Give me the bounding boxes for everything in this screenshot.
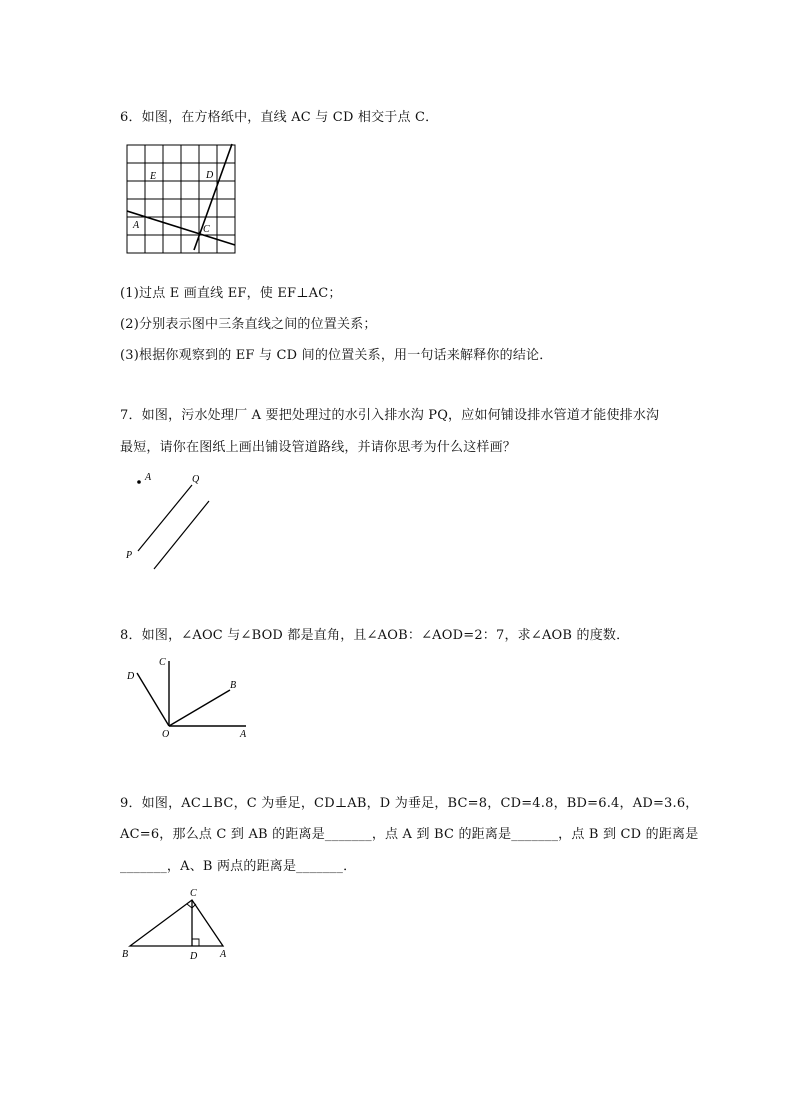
ray-ob	[169, 690, 230, 726]
label-c: C	[190, 888, 197, 899]
line-pq	[138, 485, 192, 551]
line-cd	[194, 144, 232, 250]
label-d: D	[127, 671, 135, 682]
label-e: E	[150, 171, 157, 182]
q6-grid	[127, 145, 235, 253]
label-b: B	[122, 949, 129, 960]
label-c: C	[159, 657, 166, 668]
label-a: A	[220, 949, 227, 960]
q6-stem: 6．如图，在方格纸中，直线 AC 与 CD 相交于点 C．	[120, 110, 439, 125]
q6-part-1: (1)过点 E 画直线 EF，使 EF⊥AC；	[120, 286, 342, 301]
label-a: A	[145, 472, 152, 483]
triangle-abc	[130, 900, 223, 946]
label-a: A	[133, 220, 140, 231]
label-q: Q	[192, 474, 200, 485]
q9-figure	[118, 886, 238, 962]
label-c: C	[203, 224, 210, 235]
parallel-line	[154, 501, 209, 569]
point-a	[137, 480, 141, 484]
q9-line1: 9．如图，AC⊥BC，C 为垂足，CD⊥AB，D 为垂足，BC=8，CD=4.8，BD=6.4，AD=3.6，	[120, 796, 699, 811]
ray-od	[137, 673, 169, 726]
q7-stem-line1: 7．如图，污水处理厂 A 要把处理过的水引入排水沟 PQ，应如何铺设排水管道才能使排水沟	[120, 408, 660, 423]
q9-line3: _______，A、B 两点的距离是_______．	[120, 859, 357, 874]
label-a: A	[240, 729, 247, 740]
right-angle-mark-d	[192, 939, 199, 946]
label-d: D	[206, 170, 214, 181]
q6-grid-figure	[124, 142, 240, 254]
q6-part-3: (3)根据你观察到的 EF 与 CD 间的位置关系，用一句话来解释你的结论．	[120, 348, 553, 363]
q8-stem: 8．如图，∠AOC 与∠BOD 都是直角，且∠AOB：∠AOD=2：7，求∠AOB 的度数．	[120, 628, 630, 643]
q8-figure	[124, 653, 254, 741]
q7-figure	[120, 468, 230, 578]
q6-part-2: (2)分别表示图中三条直线之间的位置关系；	[120, 317, 377, 332]
label-b: B	[230, 680, 237, 691]
q7-stem-line2: 最短，请你在图纸上画出铺设管道路线，并请你思考为什么这样画？	[120, 440, 517, 455]
q9-line2: AC=6，那么点 C 到 AB 的距离是_______，点 A 到 BC 的距离是_______，点 B 到 CD 的距离是	[120, 827, 699, 842]
label-p: P	[126, 550, 133, 561]
label-o: O	[162, 729, 170, 740]
label-d: D	[190, 951, 198, 962]
